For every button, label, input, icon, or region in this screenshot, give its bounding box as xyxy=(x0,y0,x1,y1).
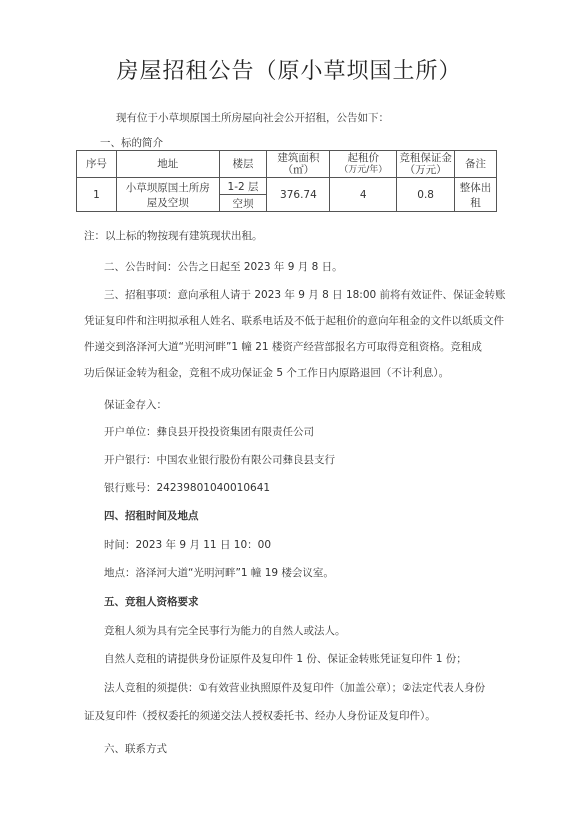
cell-floor-2: 空坝 xyxy=(219,195,267,212)
table-header-row xyxy=(77,151,497,178)
account-bank: 开户银行：中国农业银行股份有限公司彝良县支行 xyxy=(104,454,335,466)
section-5-line-1: 竞租人须为具有完全民事行为能力的自然人或法人。 xyxy=(104,625,346,637)
header-area-line1: 建筑面积 xyxy=(277,152,320,164)
section-1-heading: 一、标的简介 xyxy=(100,137,163,149)
cell-seq: 1 xyxy=(77,178,117,212)
section-3-line-4: 功后保证金转为租金，竞租不成功保证金 5 个工作日内原路退回（不计利息）。 xyxy=(84,367,450,379)
note-text: 注：以上标的物按现有建筑现状出租。 xyxy=(84,230,263,242)
header-deposit-line1: 竞租保证金 xyxy=(399,152,452,164)
property-table xyxy=(76,150,497,212)
section-4-heading: 四、招租时间及地点 xyxy=(104,510,199,522)
section-5-line-4: 证及复印件（授权委托的须递交法人授权委托书、经办人身份证及复印件）。 xyxy=(84,710,436,722)
cell-remark xyxy=(455,178,497,212)
header-address: 地址 xyxy=(116,151,219,178)
cell-address-line2: 屋及空坝 xyxy=(146,196,189,209)
cell-price: 4 xyxy=(330,178,397,212)
cell-address-line1: 小草坝原国土所房 xyxy=(125,181,210,194)
header-deposit xyxy=(397,151,455,178)
section-4-place: 地点：洛泽河大道“光明河畔”1 幢 19 楼会议室。 xyxy=(104,567,334,579)
header-floor: 楼层 xyxy=(219,151,267,178)
account-unit: 开户单位：彝良县开投投资集团有限责任公司 xyxy=(104,426,314,438)
header-price-line1: 起租价 xyxy=(347,152,380,164)
section-5-line-2: 自然人竞租的请提供身份证原件及复印件 1 份、保证金转账凭证复印件 1 份； xyxy=(104,653,467,665)
section-5-line-3: 法人竞租的须提供：①有效营业执照原件及复印件（加盖公章）；②法定代表人身份 xyxy=(104,682,486,694)
page-title: 房屋招租公告（原小草坝国土所） xyxy=(116,59,462,84)
cell-deposit: 0.8 xyxy=(397,178,455,212)
deposit-heading: 保证金存入： xyxy=(104,399,167,411)
table-row xyxy=(77,178,497,195)
section-2-text: 二、公告时间：公告之日起至 2023 年 9 月 8 日。 xyxy=(104,261,343,273)
section-3-line-3: 件递交到洛泽河大道“光明河畔”1 幢 21 楼资产经营部报名方可取得竞租资格。竞租成 xyxy=(84,341,482,353)
cell-remark-line2: 租 xyxy=(470,196,481,209)
cell-area: 376.74 xyxy=(267,178,330,212)
header-seq: 序号 xyxy=(77,151,117,178)
account-number: 银行账号：24239801040010641 xyxy=(104,482,271,494)
cell-remark-line1: 整体出 xyxy=(459,181,492,194)
header-area xyxy=(267,151,330,178)
header-area-line2: （㎡） xyxy=(282,164,315,176)
section-3-line-2: 凭证复印件和注明拟承租人姓名、联系电话及不低于起租价的意向年租金的文件以纸质文件 xyxy=(84,315,504,327)
cell-floor-1: 1-2 层 xyxy=(219,178,267,195)
section-6-heading: 六、联系方式 xyxy=(104,743,167,755)
header-price xyxy=(330,151,397,178)
section-3-line-1: 三、招租事项：意向承租人请于 2023 年 9 月 8 日 18:00 前将有效证件、保证金转账 xyxy=(104,289,506,301)
cell-address xyxy=(116,178,219,212)
section-4-time: 时间：2023 年 9 月 11 日 10：00 xyxy=(104,539,272,551)
header-remark: 备注 xyxy=(455,151,497,178)
intro-text: 现有位于小草坝原国土所房屋向社会公开招租，公告如下： xyxy=(116,112,389,124)
header-price-line2: （万元/年） xyxy=(339,165,388,175)
header-deposit-line2: （万元） xyxy=(404,164,447,176)
section-5-heading: 五、竞租人资格要求 xyxy=(104,596,199,608)
